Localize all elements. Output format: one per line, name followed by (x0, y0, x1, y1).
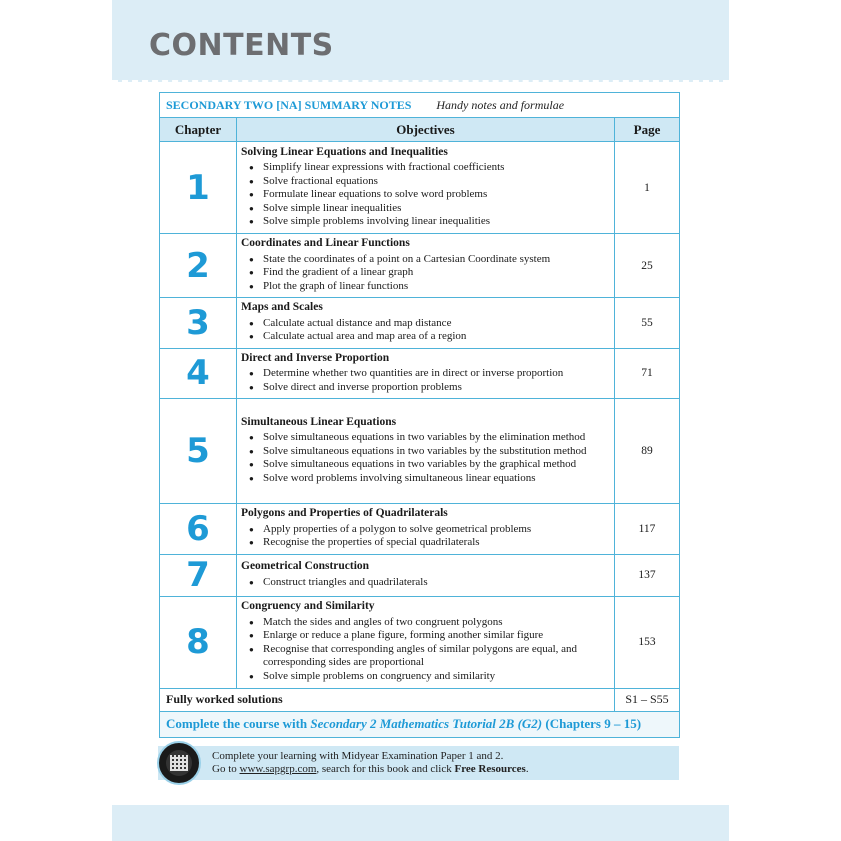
resource-search-text: , search for this book and click (316, 763, 455, 775)
objective-item: ● Construct triangles and quadrilaterals (263, 576, 610, 590)
chapter-title: Congruency and Similarity (241, 600, 375, 612)
objective-list (241, 367, 610, 394)
chapter-header: Chapter (160, 118, 237, 142)
objective-list (241, 253, 610, 294)
series-title: SECONDARY TWO [NA] SUMMARY NOTES (166, 97, 412, 112)
chapter-page[interactable]: 117 (615, 504, 680, 555)
objective-item: ● Find the gradient of a linear graph (263, 266, 610, 280)
chapter-page[interactable]: 1 (615, 142, 680, 234)
table-header-row (160, 118, 680, 142)
course-suffix: (Chapters 9 – 15) (542, 716, 642, 731)
page (112, 0, 729, 841)
handy-notes-label: Handy notes and formulae (436, 97, 565, 112)
chapter-number[interactable]: 2 (160, 234, 237, 298)
objective-item: ● Recognise that corresponding angles of similar polygons are equal, and corresponding sides are proportional (263, 643, 610, 670)
chapter-page[interactable]: 55 (615, 298, 680, 349)
header-band (112, 0, 729, 82)
chapter-page[interactable]: 89 (615, 399, 680, 504)
resource-period: . (525, 763, 529, 775)
chapter-number[interactable]: 3 (160, 298, 237, 349)
objective-list (241, 161, 610, 229)
free-resources-label: Free Resources (454, 763, 526, 775)
chapter-page[interactable]: 137 (615, 554, 680, 596)
chapter-page[interactable]: 25 (615, 234, 680, 298)
footer-band (112, 805, 729, 841)
objective-item: ● Solve simultaneous equations in two variables by the graphical method (263, 458, 610, 472)
chapter-objectives (237, 554, 615, 596)
chapter-number[interactable]: 5 (160, 399, 237, 504)
objective-list (241, 576, 610, 590)
table-row (160, 142, 680, 234)
sapgrp-link[interactable]: www.sapgrp.com (239, 763, 317, 775)
table-row (160, 596, 680, 688)
objective-list (241, 616, 610, 684)
chapter-title: Geometrical Construction (241, 560, 370, 572)
objective-item: ● Enlarge or reduce a plane figure, forming another similar figure (263, 629, 610, 643)
solutions-label: Fully worked solutions (160, 688, 615, 711)
solutions-row (160, 688, 680, 711)
solutions-page[interactable]: S1 – S55 (615, 688, 680, 711)
table-row (160, 554, 680, 596)
objective-item: ● Apply properties of a polygon to solve geometrical problems (263, 523, 610, 537)
chapter-title: Solving Linear Equations and Inequalities (241, 145, 448, 158)
objective-item: ● Solve simultaneous equations in two variables by the substitution method (263, 445, 610, 459)
objective-item: ● Solve simple linear inequalities (263, 202, 610, 216)
table-row (160, 399, 680, 504)
page-title: CONTENTS (149, 28, 334, 63)
course-row (160, 711, 680, 737)
series-row (160, 93, 680, 118)
chapter-number[interactable]: 6 (160, 504, 237, 555)
table-row (160, 504, 680, 555)
table-row (160, 298, 680, 349)
objective-item: ● Calculate actual area and map area of a region (263, 330, 610, 344)
objective-item: ● Calculate actual distance and map distance (263, 317, 610, 331)
course-prefix: Complete the course with (166, 716, 311, 731)
resource-go-to: Go to (212, 763, 240, 775)
chapter-page[interactable]: 71 (615, 348, 680, 399)
chapter-title: Polygons and Properties of Quadrilaterals (241, 507, 448, 519)
objective-item: ● Formulate linear equations to solve word problems (263, 188, 610, 202)
course-note (160, 711, 680, 737)
objective-item: ● Match the sides and angles of two congruent polygons (263, 616, 610, 630)
resource-text (212, 750, 529, 776)
objectives-header: Objectives (237, 118, 615, 142)
objective-item: ● Determine whether two quantities are in direct or inverse proportion (263, 367, 610, 381)
objective-list (241, 523, 610, 550)
objective-item: ● Solve simple problems on congruency and similarity (263, 670, 610, 684)
chapter-objectives (237, 298, 615, 349)
chapter-number[interactable]: 7 (160, 554, 237, 596)
objective-item: ● Simplify linear expressions with fractional coefficients (263, 161, 610, 175)
qr-badge-icon[interactable] (157, 741, 201, 785)
resource-line-1: Complete your learning with Midyear Examination Paper 1 and 2. (212, 750, 504, 762)
chapter-page[interactable]: 153 (615, 596, 680, 688)
objective-item: ● Recognise the properties of special quadrilaterals (263, 536, 610, 550)
objective-item: ● Solve direct and inverse proportion problems (263, 381, 610, 395)
chapter-objectives (237, 504, 615, 555)
objective-list (241, 317, 610, 344)
course-book-title[interactable]: Secondary 2 Mathematics Tutorial 2B (G2) (310, 716, 543, 731)
chapter-number[interactable]: 4 (160, 348, 237, 399)
chapter-number[interactable]: 8 (160, 596, 237, 688)
chapter-objectives (237, 596, 615, 688)
chapter-title: Simultaneous Linear Equations (241, 415, 397, 428)
resource-line-2 (212, 763, 529, 776)
free-resources-banner (158, 746, 679, 780)
page-header: Page (615, 118, 680, 142)
objective-item: ● Plot the graph of linear functions (263, 280, 610, 294)
objective-item: ● State the coordinates of a point on a Cartesian Coordinate system (263, 253, 610, 267)
contents-table (159, 92, 680, 738)
objective-item: ● Solve word problems involving simultaneous linear equations (263, 472, 610, 486)
objective-list (241, 431, 610, 485)
objective-item: ● Solve simultaneous equations in two variables by the elimination method (263, 431, 610, 445)
objective-item: ● Solve simple problems involving linear inequalities (263, 215, 610, 229)
chapter-title: Coordinates and Linear Functions (241, 237, 410, 249)
table-row (160, 234, 680, 298)
chapter-title: Maps and Scales (241, 301, 323, 313)
chapter-objectives (237, 142, 615, 234)
chapter-number[interactable]: 1 (160, 142, 237, 234)
objective-item: ● Solve fractional equations (263, 175, 610, 189)
table-row (160, 348, 680, 399)
chapter-objectives (237, 234, 615, 298)
chapter-title: Direct and Inverse Proportion (241, 351, 390, 364)
chapter-objectives (237, 399, 615, 504)
chapter-objectives (237, 348, 615, 399)
